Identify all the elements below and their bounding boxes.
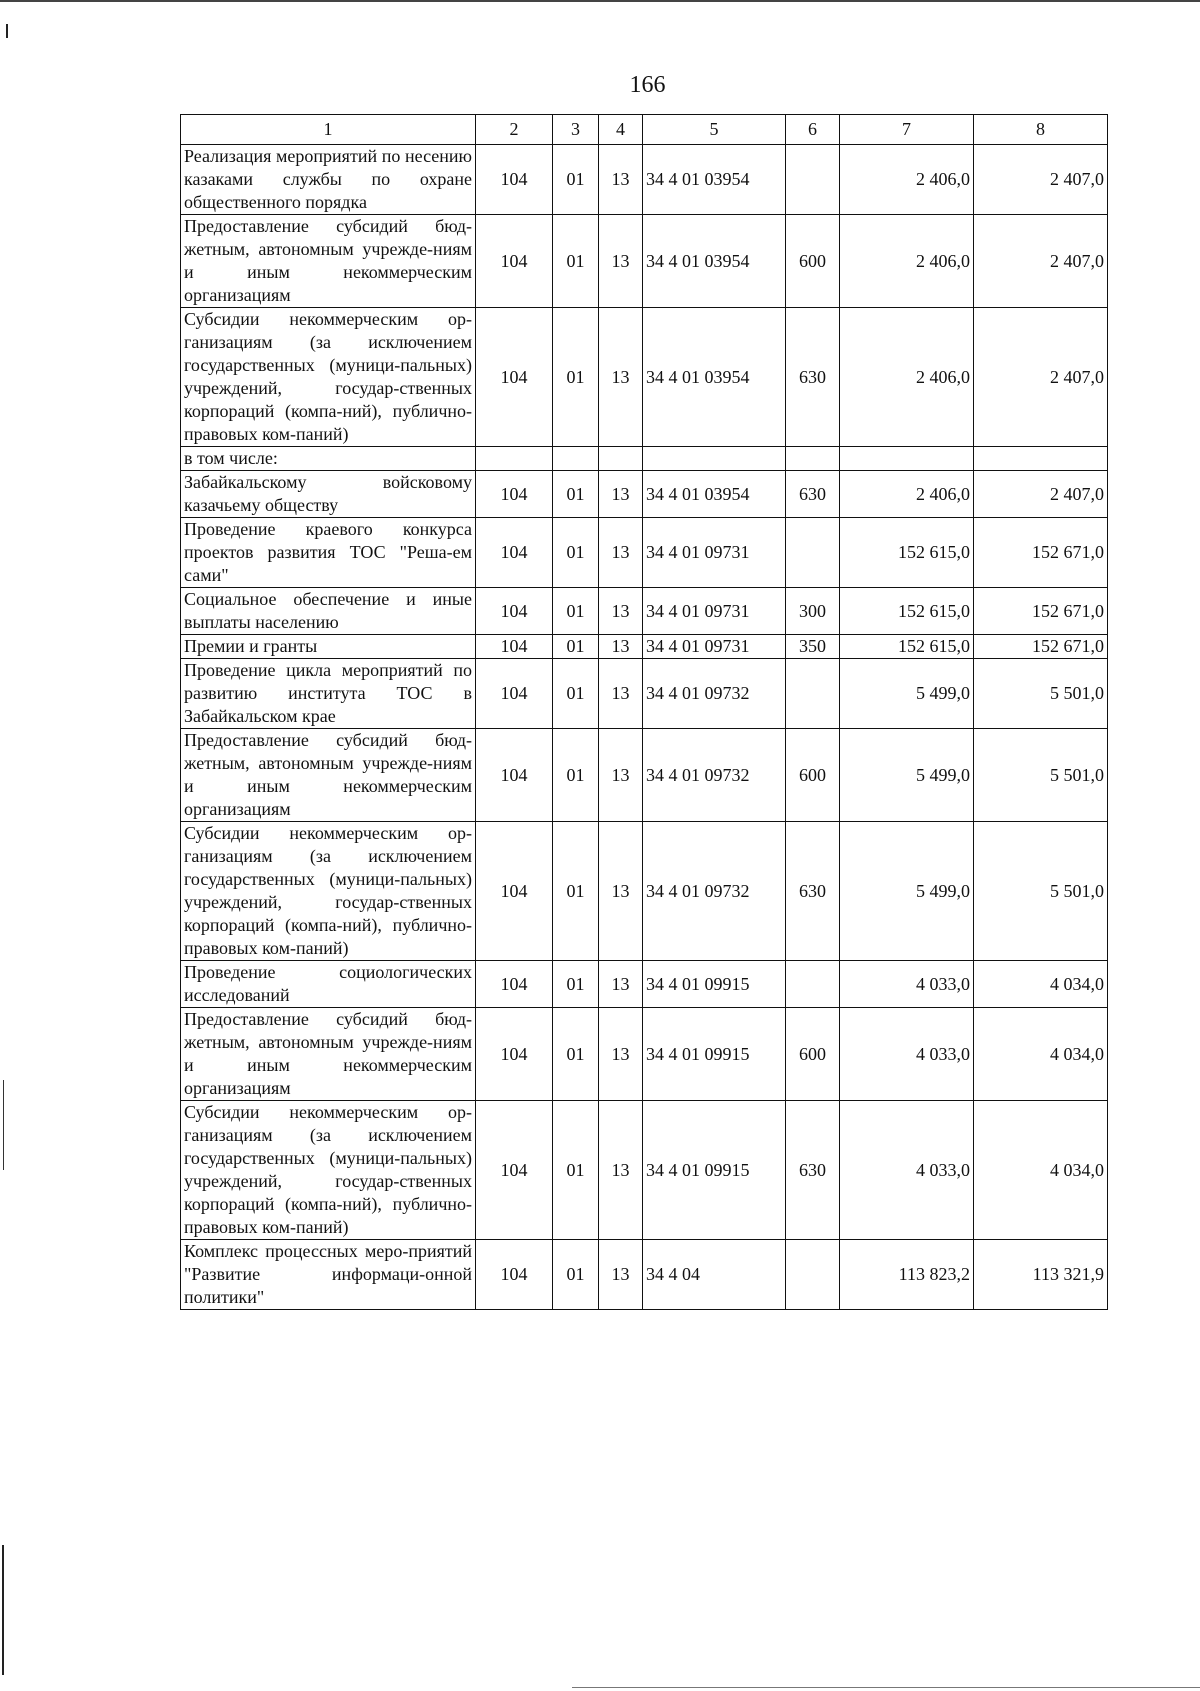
section-code-cell: 01	[553, 961, 599, 1008]
expense-name-cell: Забайкальскому войсковому казачьему обществу	[181, 471, 476, 518]
expense-type-cell: 600	[786, 1008, 840, 1101]
section-code-cell: 01	[553, 518, 599, 588]
amount-cell: 152 615,0	[840, 518, 974, 588]
section-code-cell: 01	[553, 635, 599, 659]
scan-mark	[6, 24, 8, 38]
expense-name-cell: Субсидии некоммерческим ор-ганизациям (за исключением государственных (муници-пальных) учреждений, государ-ственных корпораций (компа-ний), публично-правовых ком-паний)	[181, 308, 476, 447]
expense-name-cell: Проведение краевого конкурса проектов развития ТОС "Реша-ем сами"	[181, 518, 476, 588]
amount-cell: 4 033,0	[840, 1008, 974, 1101]
expense-type-cell	[786, 961, 840, 1008]
expense-type-cell: 300	[786, 588, 840, 635]
table-row	[181, 961, 1108, 1008]
column-header: 5	[643, 115, 786, 145]
table-row	[181, 588, 1108, 635]
target-article-cell: 34 4 01 09731	[643, 588, 786, 635]
table-header	[181, 115, 1108, 145]
target-article-cell: 34 4 01 03954	[643, 215, 786, 308]
table-row	[181, 518, 1108, 588]
target-article-cell: 34 4 04	[643, 1240, 786, 1310]
amount-cell: 152 615,0	[840, 635, 974, 659]
section-code-cell: 01	[553, 729, 599, 822]
ministry-code-cell: 104	[476, 635, 553, 659]
scan-mark	[3, 1080, 4, 1170]
expense-type-cell: 600	[786, 215, 840, 308]
table-body	[181, 145, 1108, 1310]
target-article-cell: 34 4 01 09732	[643, 729, 786, 822]
expense-type-cell: 350	[786, 635, 840, 659]
expense-type-cell: 600	[786, 729, 840, 822]
expense-type-cell	[786, 447, 840, 471]
amount-cell: 2 406,0	[840, 145, 974, 215]
subsection-code-cell: 13	[599, 518, 643, 588]
subsection-code-cell: 13	[599, 588, 643, 635]
subsection-code-cell: 13	[599, 471, 643, 518]
expense-name-cell: Субсидии некоммерческим ор-ганизациям (за исключением государственных (муници-пальных) учреждений, государ-ственных корпораций (компа-ний), публично-правовых ком-паний)	[181, 1101, 476, 1240]
section-code-cell: 01	[553, 1240, 599, 1310]
amount-cell: 5 499,0	[840, 822, 974, 961]
target-article-cell: 34 4 01 09732	[643, 659, 786, 729]
expense-name-cell: Социальное обеспечение и иные выплаты населению	[181, 588, 476, 635]
expense-type-cell: 630	[786, 822, 840, 961]
ministry-code-cell: 104	[476, 1101, 553, 1240]
ministry-code-cell: 104	[476, 518, 553, 588]
amount-cell	[974, 447, 1108, 471]
table-row	[181, 635, 1108, 659]
amount-cell: 2 407,0	[974, 471, 1108, 518]
scan-edge-bottom	[572, 1687, 1200, 1688]
amount-cell: 152 671,0	[974, 588, 1108, 635]
table-row	[181, 215, 1108, 308]
amount-cell: 4 033,0	[840, 1101, 974, 1240]
amount-cell: 2 407,0	[974, 145, 1108, 215]
section-code-cell: 01	[553, 215, 599, 308]
column-header: 3	[553, 115, 599, 145]
expense-type-cell	[786, 145, 840, 215]
amount-cell: 2 407,0	[974, 308, 1108, 447]
ministry-code-cell: 104	[476, 588, 553, 635]
expense-name-cell: Субсидии некоммерческим ор-ганизациям (за исключением государственных (муници-пальных) учреждений, государ-ственных корпораций (компа-ний), публично-правовых ком-паний)	[181, 822, 476, 961]
section-code-cell: 01	[553, 588, 599, 635]
column-header: 2	[476, 115, 553, 145]
target-article-cell: 34 4 01 09731	[643, 635, 786, 659]
section-code-cell: 01	[553, 308, 599, 447]
amount-cell: 2 406,0	[840, 215, 974, 308]
target-article-cell	[643, 447, 786, 471]
expense-name-cell: Реализация мероприятий по несению казаками службы по охране общественного порядка	[181, 145, 476, 215]
amount-cell: 113 823,2	[840, 1240, 974, 1310]
ministry-code-cell: 104	[476, 729, 553, 822]
table-row	[181, 308, 1108, 447]
amount-cell: 4 034,0	[974, 961, 1108, 1008]
ministry-code-cell: 104	[476, 145, 553, 215]
expense-name-cell: Проведение социологических исследований	[181, 961, 476, 1008]
subsection-code-cell: 13	[599, 1008, 643, 1101]
page-number: 166	[629, 72, 666, 98]
scan-edge-top	[0, 0, 1200, 2]
subsection-code-cell: 13	[599, 961, 643, 1008]
ministry-code-cell: 104	[476, 215, 553, 308]
subsection-code-cell	[599, 447, 643, 471]
expense-type-cell: 630	[786, 308, 840, 447]
column-header: 1	[181, 115, 476, 145]
section-code-cell	[553, 447, 599, 471]
ministry-code-cell: 104	[476, 659, 553, 729]
amount-cell: 4 033,0	[840, 961, 974, 1008]
scan-mark	[2, 1545, 4, 1675]
section-code-cell: 01	[553, 1101, 599, 1240]
table-row	[181, 822, 1108, 961]
expense-name-cell: в том числе:	[181, 447, 476, 471]
subsection-code-cell: 13	[599, 659, 643, 729]
expense-name-cell: Предоставление субсидий бюд-жетным, автономным учрежде-ниям и иным некоммерческим организациям	[181, 1008, 476, 1101]
ministry-code-cell: 104	[476, 471, 553, 518]
amount-cell: 5 501,0	[974, 659, 1108, 729]
subsection-code-cell: 13	[599, 635, 643, 659]
column-header: 4	[599, 115, 643, 145]
expense-type-cell: 630	[786, 1101, 840, 1240]
subsection-code-cell: 13	[599, 729, 643, 822]
expense-name-cell: Проведение цикла мероприятий по развитию института ТОС в Забайкальском крае	[181, 659, 476, 729]
subsection-code-cell: 13	[599, 1101, 643, 1240]
budget-table	[180, 114, 1108, 1310]
target-article-cell: 34 4 01 03954	[643, 308, 786, 447]
amount-cell: 2 406,0	[840, 308, 974, 447]
section-code-cell: 01	[553, 145, 599, 215]
amount-cell: 4 034,0	[974, 1008, 1108, 1101]
ministry-code-cell: 104	[476, 961, 553, 1008]
amount-cell: 5 501,0	[974, 822, 1108, 961]
target-article-cell: 34 4 01 09732	[643, 822, 786, 961]
table-row	[181, 659, 1108, 729]
section-code-cell: 01	[553, 659, 599, 729]
table-row	[181, 471, 1108, 518]
amount-cell: 2 407,0	[974, 215, 1108, 308]
expense-name-cell: Предоставление субсидий бюд-жетным, автономным учрежде-ниям и иным некоммерческим организациям	[181, 215, 476, 308]
expense-name-cell: Премии и гранты	[181, 635, 476, 659]
subsection-code-cell: 13	[599, 308, 643, 447]
amount-cell: 152 671,0	[974, 518, 1108, 588]
amount-cell: 4 034,0	[974, 1101, 1108, 1240]
expense-name-cell: Комплекс процессных меро-приятий "Развитие информаци-онной политики"	[181, 1240, 476, 1310]
amount-cell: 5 499,0	[840, 659, 974, 729]
amount-cell: 5 499,0	[840, 729, 974, 822]
ministry-code-cell: 104	[476, 1240, 553, 1310]
section-code-cell: 01	[553, 822, 599, 961]
target-article-cell: 34 4 01 09915	[643, 1101, 786, 1240]
amount-cell: 152 671,0	[974, 635, 1108, 659]
target-article-cell: 34 4 01 03954	[643, 471, 786, 518]
subsection-code-cell: 13	[599, 822, 643, 961]
amount-cell: 113 321,9	[974, 1240, 1108, 1310]
amount-cell: 152 615,0	[840, 588, 974, 635]
expense-type-cell	[786, 1240, 840, 1310]
amount-cell: 5 501,0	[974, 729, 1108, 822]
column-header: 6	[786, 115, 840, 145]
table-row	[181, 729, 1108, 822]
expense-name-cell: Предоставление субсидий бюд-жетным, автономным учрежде-ниям и иным некоммерческим организациям	[181, 729, 476, 822]
ministry-code-cell: 104	[476, 822, 553, 961]
ministry-code-cell: 104	[476, 1008, 553, 1101]
target-article-cell: 34 4 01 09731	[643, 518, 786, 588]
table-row	[181, 145, 1108, 215]
section-code-cell: 01	[553, 1008, 599, 1101]
subsection-code-cell: 13	[599, 1240, 643, 1310]
table-row	[181, 447, 1108, 471]
table-row	[181, 1101, 1108, 1240]
expense-type-cell	[786, 659, 840, 729]
expense-type-cell: 630	[786, 471, 840, 518]
target-article-cell: 34 4 01 09915	[643, 961, 786, 1008]
amount-cell: 2 406,0	[840, 471, 974, 518]
expense-type-cell	[786, 518, 840, 588]
target-article-cell: 34 4 01 09915	[643, 1008, 786, 1101]
subsection-code-cell: 13	[599, 215, 643, 308]
section-code-cell: 01	[553, 471, 599, 518]
subsection-code-cell: 13	[599, 145, 643, 215]
table-row	[181, 1008, 1108, 1101]
header-row	[181, 115, 1108, 145]
amount-cell	[840, 447, 974, 471]
ministry-code-cell: 104	[476, 308, 553, 447]
column-header: 8	[974, 115, 1108, 145]
ministry-code-cell	[476, 447, 553, 471]
column-header: 7	[840, 115, 974, 145]
table-row	[181, 1240, 1108, 1310]
target-article-cell: 34 4 01 03954	[643, 145, 786, 215]
